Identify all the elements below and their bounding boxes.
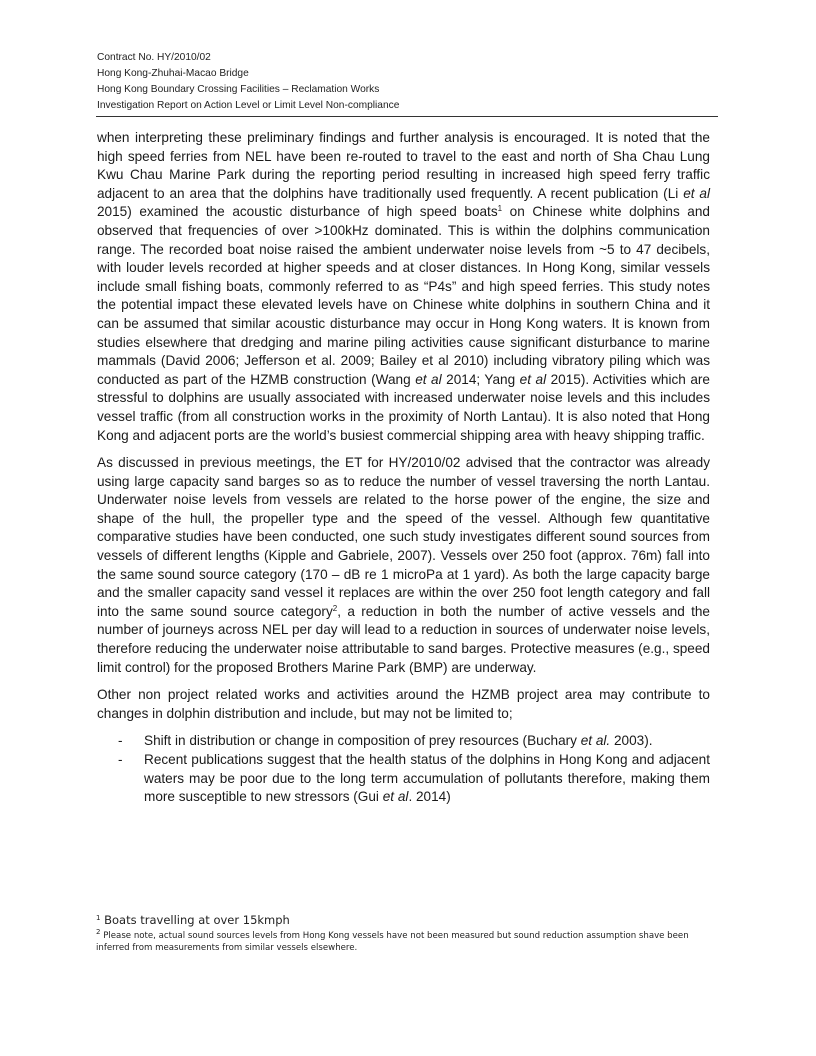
text-run: 2003). bbox=[610, 733, 653, 749]
text-run: 2015). Activities which are stressful to dolphins are usually associated with increased underwater noise levels and this includes vessel traffic (from all construction works in the proximity of North Lantau). It is also noted that Hong Kong and adjacent ports are the world’s busiest commercial shipping area with heavy shipping traffic. bbox=[97, 371, 710, 443]
text-run: 2014; Yang bbox=[441, 371, 520, 387]
text-run: As discussed in previous meetings, the ET for HY/2010/02 advised that the contractor was already using large capacity sand barges so as to reduce the number of vessel traversing the north Lantau. Underwater noise levels from vessels are related to the horse power of the engine, the size and shape of the hull, the propeller type and the speed of the vessel. Although few quantitative comparative studies have been conducted, one such study investigates different sound sources from vessels of different lengths (Kipple and Gabriele, 2007). Vessels over 250 foot (approx. 76m) fall into the same sound source category (170 – dB re 1 microPa at 1 yard). As both the large capacity barge and the smaller capacity sand vessel it replaces are within the over 250 foot length category and fall into the same sound source category bbox=[97, 455, 710, 619]
paragraph-other-works: Other non project related works and activities around the HZMB project area may contribute to changes in dolphin distribution and include, but may not be limited to; bbox=[97, 687, 710, 721]
italic-run: et al bbox=[415, 371, 442, 387]
bullet-list bbox=[97, 732, 710, 806]
footnotes bbox=[96, 912, 716, 955]
text-run: Recent publications suggest that the health status of the dolphins in Hong Kong and adjacent waters may be poor due to the long term accumulation of pollutants therefore, making them more susceptible to new stressors (Gui bbox=[144, 752, 710, 805]
bullet-dash: - bbox=[118, 752, 123, 767]
italic-run: et al bbox=[519, 371, 547, 387]
footnote-text: Boats travelling at over 15kmph bbox=[100, 913, 290, 927]
footnote-ref-1: 1 bbox=[497, 204, 503, 214]
italic-run: et al. bbox=[580, 733, 611, 749]
footnote-text: Please note, actual sound sources levels from Hong Kong vessels have not been measured but sound reduction assumption shave been inferred from measurements from similar vessels elsewhere. bbox=[96, 931, 689, 954]
text-run: when interpreting these preliminary findings and further analysis is encouraged. It is noted that the high speed ferries from NEL have been re-routed to travel to the east and north of Sha Chau Lung Kwu Chau Marine Park during the reporting period resulting in increased high speed ferry traffic adjacent to an area that the dolphins have traditionally used frequently. A recent publication (Li bbox=[97, 130, 710, 201]
document-body bbox=[97, 129, 710, 807]
italic-run: et al bbox=[683, 185, 710, 201]
header-project-name: Hong Kong-Zhuhai-Macao Bridge bbox=[97, 68, 249, 79]
footnote-2 bbox=[96, 930, 716, 955]
header-contract-no: Contract No. HY/2010/02 bbox=[97, 52, 211, 63]
document-header bbox=[97, 50, 717, 114]
paragraph-sand-barges bbox=[97, 454, 710, 677]
header-divider bbox=[96, 116, 718, 117]
footnote-mark: 1 bbox=[96, 914, 101, 922]
italic-run: et al bbox=[382, 789, 409, 805]
footnote-1 bbox=[96, 912, 716, 928]
text-run: Shift in distribution or change in composition of prey resources (Buchary bbox=[144, 733, 581, 749]
list-item bbox=[97, 751, 710, 807]
text-run: , a reduction in both the number of active vessels and the number of journeys across NEL per day will lead to a reduction in sources of underwater noise levels, therefore reducing the underwater noise attributable to sand barges. Protective measures (e.g., speed limit control) for the proposed Brothers Marine Park (BMP) are underway. bbox=[97, 603, 710, 675]
header-works-title: Hong Kong Boundary Crossing Facilities – Reclamation Works bbox=[97, 84, 380, 95]
text-run: . 2014) bbox=[408, 789, 451, 805]
text-run: on Chinese white dolphins and observed that frequencies of over >100kHz dominated. This is within the dolphins communication range. The recorded boat noise raised the ambient underwater noise levels from ~5 to 47 decibels, with louder levels recorded at higher speeds and at closer distances. In Hong Kong, similar vessels include small fishing boats, commonly referred to as “P4s” and high speed ferries. This study notes the potential impact these elevated levels have on Chinese white dolphins in southern China and it can be assumed that similar acoustic disturbance may occur in Hong Kong waters. It is known from studies elsewhere that dredging and marine piling activities cause significant disturbance to marine mammals (David 2006; Jefferson et al. 2009; Bailey et al 2010) including vibratory piling which was conducted as part of the HZMB construction (Wang bbox=[97, 204, 710, 387]
list-item bbox=[97, 732, 710, 751]
bullet-dash: - bbox=[118, 733, 123, 749]
footnote-ref-2: 2 bbox=[332, 603, 338, 613]
footnote-mark: 2 bbox=[96, 928, 101, 936]
header-report-title: Investigation Report on Action Level or Limit Level Non-compliance bbox=[97, 100, 400, 111]
text-run: 2015) examined the acoustic disturbance of high speed boats bbox=[97, 204, 498, 220]
paragraph-acoustic-disturbance bbox=[97, 129, 710, 445]
